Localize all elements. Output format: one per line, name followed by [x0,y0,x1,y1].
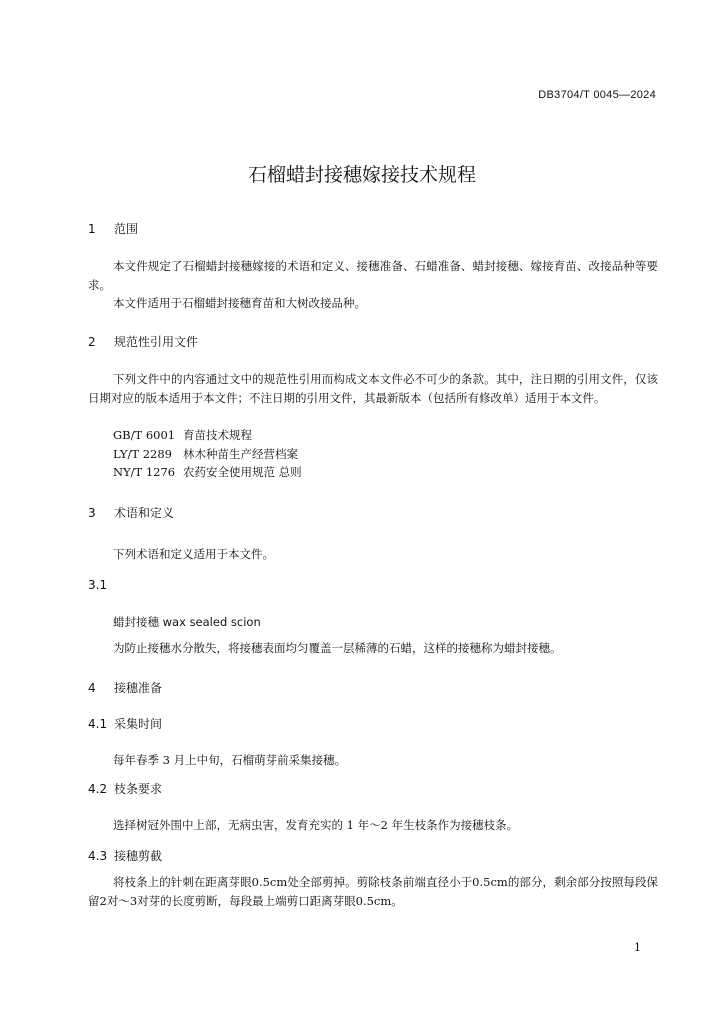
paragraph: 将枝条上的针刺在距离芽眼0.5cm处全部剪掉。剪除枝条前端直径小于0.5cm的部分，剩余部分按照每段保留2对～3对芽的长度剪断，每段最上端剪口距离芽眼0.5cm。 [88,875,658,908]
section-heading [88,220,138,237]
section-heading [88,333,198,350]
paragraph: 本文件规定了石榴蜡封接穗嫁接的术语和定义、接穗准备、石蜡准备、蜡封接穗、嫁接育苗、改接品种等要求。 [88,259,658,292]
term-definition: 为防止接穗水分散失，将接穗表面均匀覆盖一层稀薄的石蜡，这样的接穗称为蜡封接穗。 [113,641,562,655]
section-heading [88,679,162,696]
section-number: 4.1 [88,717,108,731]
document-code: DB3704/T 0045—2024 [538,89,656,101]
page-number: 1 [634,941,641,954]
reference-code: NY/T 1276 [113,465,176,479]
subsection-heading [88,780,162,797]
subsection-number: 3.1 [88,578,108,592]
document-title: 石榴蜡封接穗嫁接技术规程 [247,164,476,186]
section-title: 规范性引用文件 [114,335,199,349]
section-number: 3 [88,506,96,520]
section-number: 4.2 [88,782,108,796]
subsection-heading [88,847,162,864]
reference-name: 农药安全使用规范 总则 [183,465,302,479]
reference-code: LY/T 2289 [113,446,172,461]
section-number: 4 [88,681,96,695]
reference-item [113,426,302,445]
paragraph: 本文件适用于石榴蜡封接穗育苗和大树改接品种。 [113,296,366,310]
section-number: 2 [88,335,96,349]
section-title: 枝条要求 [114,782,163,796]
section-heading [88,504,174,521]
reference-code: GB/T 6001 [113,428,176,442]
term-heading: 蜡封接穗 wax sealed scion [113,615,261,629]
paragraph: 下列术语和定义适用于本文件。 [113,547,274,561]
reference-list [113,426,302,482]
section-title: 采集时间 [114,717,163,731]
reference-name: 林木种苗生产经营档案 [183,446,298,461]
section-number: 1 [88,222,96,236]
paragraph: 选择树冠外围中上部，无病虫害，发育充实的 1 年～2 年生枝条作为接穗枝条。 [113,818,519,832]
section-title: 接穗剪截 [114,849,163,863]
reference-item [113,445,302,464]
paragraph: 下列文件中的内容通过文中的规范性引用而构成文本文件必不可少的条款。其中，注日期的引用文件，仅该日期对应的版本适用于本文件；不注日期的引用文件，其最新版本（包括所有修改单）适用于本文件。 [88,372,658,405]
reference-item [113,463,302,482]
subsection-heading [88,715,162,732]
paragraph: 每年春季 3 月上中旬，石榴萌芽前采集接穗。 [113,753,347,767]
section-title: 接穗准备 [114,681,163,695]
section-number: 4.3 [88,849,108,863]
section-title: 术语和定义 [114,506,175,520]
reference-name: 育苗技术规程 [183,428,252,442]
section-title: 范围 [114,222,139,236]
